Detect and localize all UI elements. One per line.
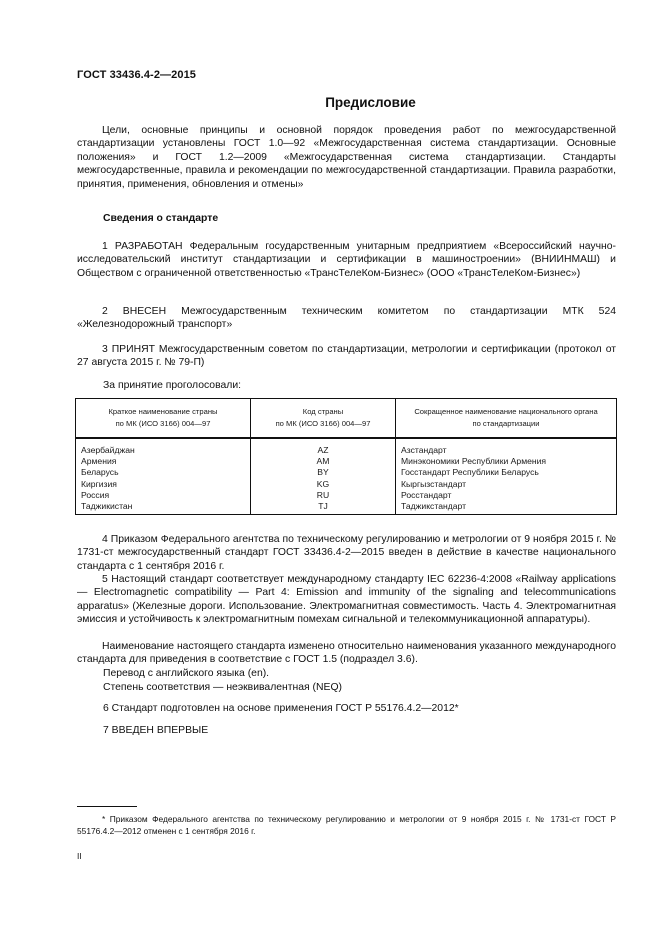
- country-name: Таджикистан: [76, 501, 251, 515]
- table-row: [76, 479, 617, 490]
- country-name: Азербайджан: [76, 438, 251, 456]
- table-row: [76, 501, 617, 515]
- table-row: [76, 467, 617, 478]
- item-5-translation: Перевод с английского языка (en).: [103, 668, 270, 679]
- country-name: Армения: [76, 456, 251, 467]
- country-code: RU: [251, 490, 396, 501]
- document-id-header: ГОСТ 33436.4-2—2015: [77, 69, 197, 81]
- item-5-degree: Степень соответствия — неэквивалентная (NEQ): [103, 682, 342, 693]
- table-row: [76, 456, 617, 467]
- standards-body: Госстандарт Республики Беларусь: [396, 467, 617, 478]
- country-code: BY: [251, 467, 396, 478]
- country-code: KG: [251, 479, 396, 490]
- standards-body: Кыргызстандарт: [396, 479, 617, 490]
- header-country-code: Код страны по МК (ИСО 3166) 004—97: [251, 399, 396, 439]
- country-code: AM: [251, 456, 396, 467]
- standards-body: Росстандарт: [396, 490, 617, 501]
- country-name: Киргизия: [76, 479, 251, 490]
- country-name: Россия: [76, 490, 251, 501]
- standards-body: Таджикстандарт: [396, 501, 617, 515]
- item-2-submitted: 2 ВНЕСЕН Межгосударственным техническим комитетом по стандартизации МТК 524 «Железнодорожный транспорт»: [77, 306, 616, 331]
- item-6-basis: 6 Стандарт подготовлен на основе применения ГОСТ Р 55176.4.2—2012*: [103, 703, 459, 714]
- page-number: II: [77, 851, 82, 861]
- table-row: [76, 490, 617, 501]
- country-name: Беларусь: [76, 467, 251, 478]
- voting-countries-table: [75, 398, 617, 515]
- item-7-first-introduced: 7 ВВЕДЕН ВПЕРВЫЕ: [103, 725, 209, 736]
- item-4-enacted: 4 Приказом Федерального агентства по техническому регулированию и метрологии от 9 ноября 2015 г. № 1731-ст межгосударственный стандарт ГОСТ 33436.4-2—2015 введен в действие в качестве национального стандарта с 1 сентября 2016 г.: [77, 534, 616, 572]
- country-code: AZ: [251, 438, 396, 456]
- standard-info-heading: Сведения о стандарте: [103, 213, 219, 224]
- voted-label: За принятие проголосовали:: [103, 380, 242, 391]
- item-5-name-note: Наименование настоящего стандарта изменено относительно наименования указанного международного стандарта для приведения в соответствие с ГОСТ 1.5 (подраздел 3.6).: [77, 641, 616, 666]
- intro-paragraph: Цели, основные принципы и основной порядок проведения работ по межгосударственной стандартизации установлены ГОСТ 1.0—92 «Межгосударственная система стандартизации. Основные положения» и ГОСТ 1.2—2009 «Межгосударственная система стандартизации. Стандарты межгосударственные, правила и рекомендации по межгосударственной стандартизации. Правила разработки, принятия, применения, обновления и отмены»: [77, 125, 616, 190]
- header-country-name: Краткое наименование страны по МК (ИСО 3166) 004—97: [76, 399, 251, 439]
- footnote: * Приказом Федерального агентства по техническому регулированию и метрологии от 9 ноября 2015 г. № 1731-ст ГОСТ Р 55176.4.2—2012 отменен с 1 сентября 2016 г.: [77, 814, 616, 837]
- item-1-developed: 1 РАЗРАБОТАН Федеральным государственным унитарным предприятием «Всероссийский научно-исследовательский институт стандартизации и сертификации в машиностроении» (ВНИИНМАШ) и Обществом с ограниченной ответственностью «ТрансТелеКом-Бизнес» (ООО «ТрансТелеКом-Бизнес»): [77, 241, 616, 279]
- footnote-divider: [77, 806, 137, 807]
- section-title: Предисловие: [325, 95, 416, 110]
- item-3-adopted: 3 ПРИНЯТ Межгосударственным советом по стандартизации, метрологии и сертификации (протокол от 27 августа 2015 г. № 79-П): [77, 344, 616, 369]
- item-5-correspondence: 5 Настоящий стандарт соответствует международному стандарту IEC 62236-4:2008 «Railway applications — Electromagnetic compatibility — Part 4: Emission and immunity of the signaling and telecommunications apparatus» (Железные дороги. Использование. Электромагнитная совместимость. Часть 4. Электромагнитная эмиссия и устойчивость к электромагнитным помехам сигнальной и телекоммуникационной аппаратуры).: [77, 574, 616, 626]
- table-header-row: [76, 399, 617, 439]
- header-standards-body: Сокращенное наименование национального органа по стандартизации: [396, 399, 617, 439]
- table-row: [76, 438, 617, 456]
- standards-body: Минэкономики Республики Армения: [396, 456, 617, 467]
- standards-body: Азстандарт: [396, 438, 617, 456]
- country-code: TJ: [251, 501, 396, 515]
